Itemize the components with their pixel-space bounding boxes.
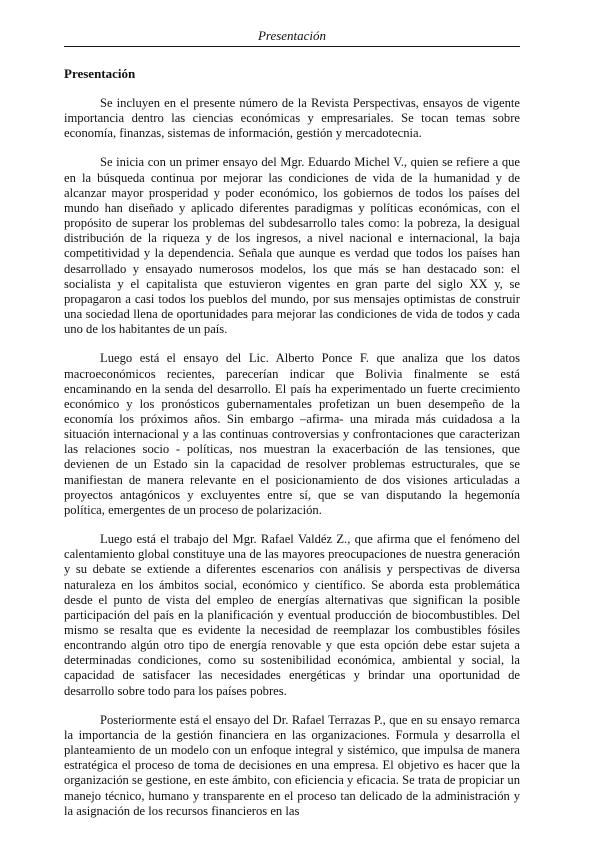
paragraph-valdez: Luego está el trabajo del Mgr. Rafael Valdéz Z., que afirma que el fenómeno del calentamiento global constituye una de las mayores preocupaciones de nuestra generación y su debate se extiende a diferentes escenarios con análisis y perspectivas de diversa naturaleza en los ámbitos social, económico y científico. Se aborda esta problemática desde el punto de vista del empleo de energías alternativas que significan la posible participación del país en la planificación y eventual producción de biocombustibles. Del mismo se resalta que es evidente la necesidad de reemplazar los combustibles fósiles encontrando algún otro tipo de energía renovable y que esta opción debe estar sujeta a determinadas condiciones, como su sostenibilidad económica, ambiental y social, la capacidad de satisfacer las necesidades energéticas y brindar una oportunidad de desarrollo sobre todo para los países pobres. — [64, 532, 520, 698]
header-rule — [64, 46, 520, 47]
section-title: Presentación — [64, 66, 136, 81]
page-content — [64, 66, 520, 819]
paragraph-ponce: Luego está el ensayo del Lic. Alberto Ponce F. que analiza que los datos macroeconómicos recientes, parecerían indicar que Bolivia finalmente se está encaminando en la senda del desarrollo. El país ha experimentado un fuerte crecimiento económico y los pronósticos gubernamentales profetizan un buen desempeño de la economía los próximos años. Sin embargo –afirma- una mirada más cuidadosa a la situación internacional y a las continuas controversias y confrontaciones que caracterizan las relaciones socio - políticas, nos muestran la exacerbación de las tensiones, que devienen de un Estado sin la capacidad de resolver problemas estructurales, que se manifiestan de manera relevante en el posicionamiento de dos visiones articuladas a proyectos antagónicos y excluyentes entre sí, que se van disputando la hegemonía política, emergentes de un proceso de polarización. — [64, 351, 520, 517]
paragraph-michel: Se inicia con un primer ensayo del Mgr. Eduardo Michel V., quien se refiere a que en la búsqueda continua por mejorar las condiciones de vida de la humanidad y de alcanzar mayor prosperidad y poder económico, los gobiernos de todos los países del mundo han diseñado y aplicado diferentes paradigmas y políticas económicas, con el propósito de superar los problemas del subdesarrollo tales como: la pobreza, la desigual distribución de la riqueza y de los ingresos, a nivel nacional e internacional, la baja competitividad y la dependencia. Señala que aunque es verdad que todos los países han desarrollado y ensayado numerosos modelos, los que más se han destacado son: el socialista y el capitalista que estuvieron vigentes en gran parte del siglo XX y, se propagaron a casi todos los pueblos del mundo, por sus mensajes optimistas de construir una sociedad llena de oportunidades para mejorar las condiciones de vida de todos y cada uno de los habitantes de un país. — [64, 155, 520, 337]
running-header: Presentación — [257, 28, 327, 43]
paragraph-terrazas: Posteriormente está el ensayo del Dr. Rafael Terrazas P., que en su ensayo remarca la importancia de la gestión financiera en las organizaciones. Formula y desarrolla el planteamiento de un modelo con un enfoque integral y sistémico, que impulsa de manera estratégica el proceso de toma de decisiones en una empresa. El objetivo es hacer que la organización se gestione, en este ámbito, con eficiencia y eficacia. Se trata de propiciar un manejo técnico, humano y transparente en el proceso tan delicado de la administración y la asignación de los recursos financieros en las — [64, 712, 520, 818]
paragraph-intro: Se incluyen en el presente número de la Revista Perspectivas, ensayos de vigente importancia dentro las ciencias económicas y empresariales. Se tocan temas sobre economía, finanzas, sistemas de información, gestión y mercadotecnia. — [64, 96, 520, 141]
